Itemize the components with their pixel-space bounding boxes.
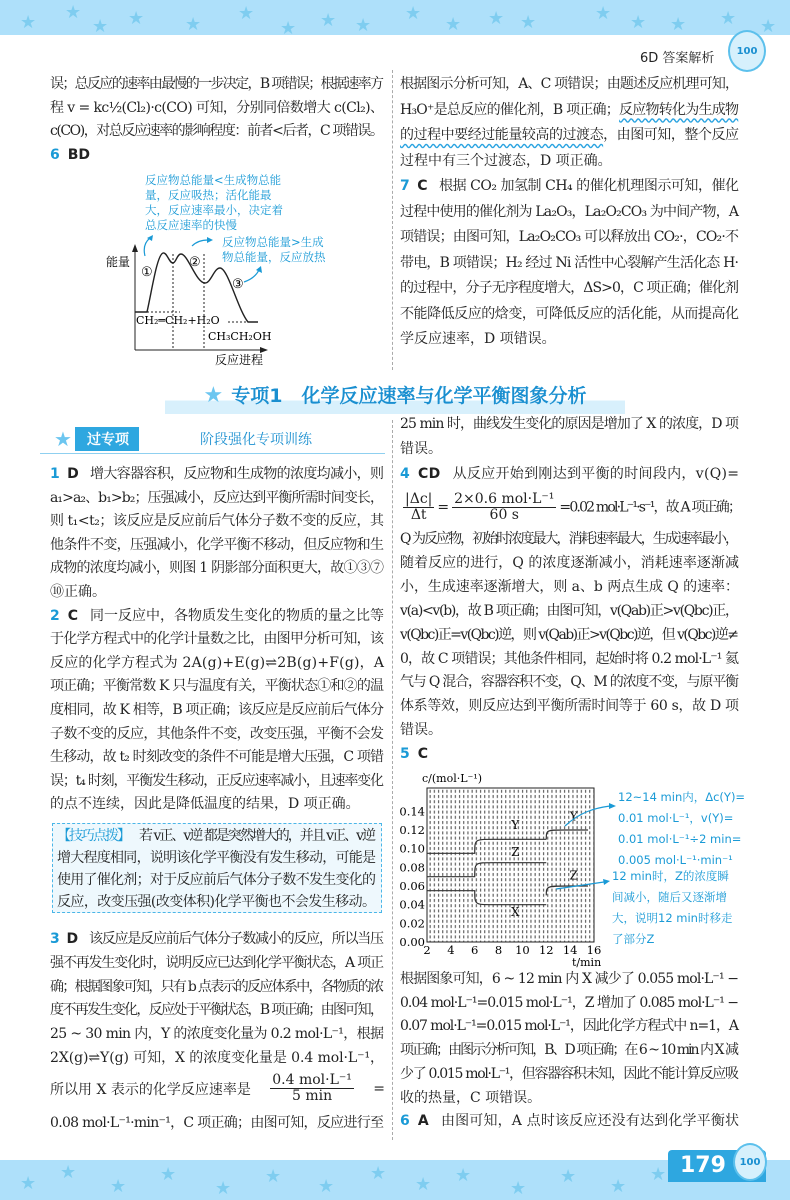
- answer-line: [50, 144, 385, 168]
- y-axis-label: 能量: [106, 255, 131, 269]
- answer-letter: D: [67, 466, 79, 482]
- note2-line: 物总能量，反应放热: [222, 250, 326, 264]
- tip-box: [52, 823, 382, 913]
- arrow-icon: [144, 238, 150, 256]
- answer-letter: CD: [418, 466, 441, 482]
- left-q3: [50, 928, 385, 1071]
- series-label-x: X: [510, 904, 520, 919]
- answer-letter: A: [417, 1113, 429, 1130]
- arrowhead-icon: [609, 803, 616, 809]
- text-line: 确；根据图象可知，只有 b 点表示的反应体系中，各物质的浓: [50, 978, 383, 995]
- text-line: 过程中有三个过渡态，D 项正确。: [400, 152, 612, 169]
- chart-annotation-line: 间减小，随后又逐渐增: [612, 890, 727, 904]
- x-tick-label: 4: [447, 943, 455, 957]
- fraction: $\frac{\text{2×0.6 mol·L⁻¹}}{60 s}$: [454, 491, 555, 523]
- emphasis-underline: 的过程中要经过能量较高的过渡态: [400, 127, 604, 143]
- text-line: 的点不连续，因此是降低温度的结果，D 项正确。: [50, 796, 360, 813]
- text-line: v(Qbc)正=v(Qbc)逆，则 v(Qab)正>v(Qbc)逆，但 v(Qbc)逆≠: [400, 626, 738, 643]
- text-line: 使用了催化剂；对于反应前后气体分子数不发生变化的: [57, 872, 376, 888]
- text-line: 收的热量，C 项错误。: [400, 1089, 542, 1106]
- text-line: ⑩正确。: [50, 583, 106, 600]
- chart-annotation-line: 12~14 min内，Δc(Y)=: [618, 790, 746, 804]
- question-number: 4: [400, 466, 411, 482]
- header-band: ★ ★ ★ ★ ★ ★ ★ ★ ★ ★ ★ ★ ★ ★ ★ ★ ★ ★: [0, 0, 790, 35]
- y-tick-label: 0.12: [399, 823, 425, 837]
- answer-line: 7 C 根据 CO₂ 加氢制 CH₄ 的催化机理图示可知，催化: [400, 178, 739, 194]
- arrow-icon: [192, 240, 208, 246]
- marker-2: ②: [189, 255, 201, 270]
- mascot-logo-icon: 100: [733, 1143, 767, 1181]
- text-line: 学反应速率，D 项错误。: [400, 331, 556, 347]
- text-line: 25 min 时，曲线发生变化的原因是增加了 X 的浓度，D 项: [400, 416, 739, 432]
- series-label-z: Z: [569, 868, 578, 883]
- answer-line: 6 A 由图可知，A 点时该反应还没有达到化学平衡状: [400, 1113, 740, 1130]
- text-line: 他条件不变，压强减小，化学平衡不移动，但反应物和生: [50, 536, 384, 553]
- note1-line: 量，反应吸热；活化能最: [145, 188, 272, 202]
- text-line: 0，故 C 项错误；其他条件相同，起始时将 0.2 mol·L⁻¹ 氦: [400, 650, 739, 667]
- question-number: 3: [50, 931, 59, 947]
- chart-annotation-line: 12 min时，Z的浓度瞬: [612, 869, 729, 883]
- answer-letter: C: [417, 746, 429, 763]
- y-tick-label: 0.04: [399, 897, 425, 912]
- text-line: H₃O⁺是总反应的催化剂，B 项正确；反应物转化为生成物: [400, 101, 739, 118]
- y-tick-label: 0.14: [399, 804, 425, 819]
- note1-line: 大，反应速率最小，决定着: [145, 203, 283, 217]
- x-tick-label: 12: [538, 943, 554, 957]
- text-line: 的过程中，分子无序程度增大，ΔS>0，C 项正确；催化剂: [400, 280, 739, 296]
- series-label-z: Z: [511, 845, 520, 860]
- x-axis-label: t/min: [572, 956, 602, 968]
- text-line: 0.04 mol·L⁻¹=0.015 mol·L⁻¹，Z 增加了 0.085 mol·L⁻¹ −: [400, 994, 738, 1011]
- y-tick-label: 0.08: [399, 860, 425, 875]
- text-line: 成物的浓度均减小，则图 1 阴影部分面积更大，故①③⑦: [50, 560, 384, 577]
- text-line: 带电，B 项错误；H₂ 经过 Ni 活性中心裂解产生活化态 H·: [400, 254, 739, 271]
- question-number: 6: [50, 146, 60, 163]
- q3-fraction-line: 所以用 X 表示的化学反应速率是 $\frac{\text{0.4 mol·L⁻¹}}{5 \min}$ =: [50, 1072, 385, 1104]
- question-number: 6: [400, 1113, 410, 1130]
- footer-band: ★ ★ ★ ★ ★ ★ ★ ★ ★ ★ ★ ★ ★ ★: [0, 1160, 790, 1200]
- section-subtitle: 阶段强化专项训练: [200, 432, 312, 448]
- header-title: 6D 答案解析: [640, 51, 715, 66]
- section-tag: 过专项: [75, 427, 139, 451]
- concentration-chart: [395, 768, 785, 968]
- text-line: 于化学方程式中的化学计量数之比，由图甲分析可知，该: [50, 631, 384, 648]
- note1-line: 反应物总能量<生成物总能: [145, 173, 282, 187]
- text-line: 过程中使用的催化剂为 La₂O₃，La₂O₂CO₃ 为中间产物，A: [400, 203, 739, 220]
- marker-1: ①: [141, 265, 153, 280]
- text-line: 【技巧点拨】 若 v正、v逆 都是突然增大的，并且 v正、v逆: [57, 828, 374, 844]
- answer-line: 1 D 增大容器容积，反应物和生成物的浓度均减小，则: [50, 466, 384, 482]
- chart-annotation-line: 大，说明12 min时移走: [612, 911, 733, 925]
- text-line: 项正确；平衡常数 K 只与温度有关，平衡状态①和②的温: [50, 678, 384, 695]
- series-label-y: Y: [511, 818, 520, 833]
- text-line: 的过程中要经过能量较高的过渡态，由图可知，整个反应: [400, 127, 739, 143]
- chart-annotation-line: 了部分Z: [612, 932, 655, 946]
- text-line: 小，生成速率逐渐增大，则 a、b 两点生成 Q 的速率：: [400, 578, 739, 595]
- x-tick-label: 16: [586, 943, 602, 957]
- text-line: 误；总反应的速率由最慢的一步决定，B 项错误；根据速率方: [50, 76, 383, 92]
- text-line: 随着反应的进行，Q 的浓度逐渐减小，消耗速率逐渐减: [400, 554, 740, 571]
- left-answers: [50, 463, 385, 817]
- q4-fraction-line: $\frac{|\Delta c|}{\Delta t}$ = $\frac{\text{2×0.6 mol·L⁻¹}}{60 s}$ =0.02 mol·L⁻¹·s⁻¹，故 A 项正确；: [405, 491, 741, 523]
- answer-letter: C: [67, 607, 79, 624]
- page-number: 179: [680, 1153, 726, 1178]
- y-axis-arrow-icon: [132, 244, 138, 252]
- text-line: 则 t₁<t₂；该反应是反应前后气体分子数不变的反应，其: [50, 513, 384, 530]
- answer-letter: D: [66, 931, 77, 947]
- arrowhead-icon: [603, 879, 610, 885]
- column-divider: [392, 420, 393, 1140]
- x-tick-label: 14: [562, 943, 578, 957]
- product-label: CH₃CH₂OH: [208, 330, 272, 343]
- right-answers: [400, 412, 740, 487]
- answer-line: [400, 743, 740, 767]
- text-line: a₁>a₂、b₁>b₂；压强减小，反应达到平衡所需时间变长，: [50, 489, 384, 506]
- mascot-logo-icon: 100: [728, 30, 766, 72]
- y-tick-label: 0.10: [399, 841, 425, 856]
- reactant-label: CH₂═CH₂+H₂O: [136, 314, 220, 327]
- text-line: 根据图象可知，6 ~ 12 min 内 X 减少了 0.055 mol·L⁻¹ −: [400, 971, 739, 987]
- text-line: 少了 0.015 mol·L⁻¹，但容器容积未知，因此不能计算反应吸: [400, 1065, 738, 1082]
- right-answers-2: [400, 528, 740, 767]
- x-tick-label: 6: [471, 943, 479, 957]
- top-right-text: [400, 72, 740, 353]
- answer-letter: BD: [67, 146, 91, 163]
- chart-annotation-line: 0.005 mol·L⁻¹·min⁻¹: [618, 853, 733, 867]
- text-line: 项正确；由图示分析可知，B、D 项正确；在 6 ~ 10 min 内 X 减: [400, 1042, 738, 1059]
- answer-line: 3 D 该反应是反应前后气体分子数减小的反应，所以当压: [50, 931, 383, 947]
- text-line: 项错误；由图可知，La₂O₂CO₃ 可以释放出 CO₂·，CO₂·不: [400, 229, 739, 245]
- sub-header: [40, 427, 385, 454]
- emphasis-underline: 反应物转化为生成物: [619, 101, 739, 118]
- text-line: 度不再发生变化，反应处于平衡状态，B 项正确；由图可知，: [50, 1002, 383, 1019]
- mascot-icon: ★: [54, 427, 72, 451]
- section-star-icon: ★: [203, 383, 224, 408]
- text-line: 0.07 mol·L⁻¹=0.015 mol·L⁻¹，因此化学方程式中 n=1，A: [400, 1018, 738, 1035]
- marker-3: ③: [232, 277, 244, 292]
- chart-annotation-line: 0.01 mol·L⁻¹，v(Y)=: [618, 811, 734, 825]
- text-line: 程 v = kc½(Cl₂)·c(CO) 可知，分别同倍数增大 c(Cl₂)、: [50, 99, 384, 116]
- energy-diagram: [95, 168, 345, 370]
- text-line: 反应，改变压强(改变体积)化学平衡也不会发生移动。: [57, 894, 376, 910]
- text-line: 错误。: [400, 722, 442, 739]
- fraction: $\frac{|\Delta c|}{\Delta t}$: [405, 491, 433, 523]
- text-line: 体系等效，则反应达到平衡所需时间等于 60 s，故 D 项: [400, 698, 739, 715]
- note2-line: 反应物总能量>生成: [222, 235, 324, 249]
- tip-label: 【技巧点拨】: [57, 828, 129, 844]
- y-axis-label: c/(mol·L⁻¹): [422, 772, 483, 785]
- fraction: $\frac{\text{0.4 mol·L⁻¹}}{5 \min}$: [272, 1072, 352, 1104]
- top-left-text: [50, 73, 385, 167]
- arrow-icon: [244, 270, 259, 282]
- text-line: 生移动，故 t₂ 时刻改变的条件不可能是增大压强，C 项错: [50, 749, 384, 766]
- answer-letter: C: [417, 178, 428, 194]
- y-tick-label: 0.06: [399, 879, 425, 893]
- text-line: 不能降低反应的焓变，可降低反应的活化能，从而提高化: [400, 305, 739, 322]
- x-tick-label: 10: [515, 943, 530, 957]
- text-line: c(CO)，对总反应速率的影响程度：前者<后者，C 项错误。: [50, 123, 383, 139]
- text-line: 错误。: [400, 441, 442, 457]
- text-line: 度相同，故 K 相等，B 项正确；该反应是反应前后气体分: [50, 701, 384, 718]
- y-tick-label: 0.00: [399, 935, 425, 949]
- question-number: 2: [50, 607, 60, 624]
- text-line: 强不再发生变化时，说明反应已达到化学平衡状态，A 项正: [50, 954, 383, 971]
- x-tick-label: 2: [423, 943, 431, 957]
- text-line: 根据图示分析可知，A、C 项错误；由题述反应机理可知，: [400, 76, 739, 92]
- text-line: 误；t₄ 时刻，平衡发生移动，正反应速率减小，且速率变化: [50, 772, 383, 789]
- text-line: 2X(g)⇌Y(g) 可知，X 的浓度变化量是 0.4 mol·L⁻¹，: [50, 1049, 384, 1066]
- question-number: 5: [400, 746, 410, 763]
- text-line: 25 ~ 30 min 内，Y 的浓度变化量为 0.2 mol·L⁻¹，根据: [50, 1026, 384, 1043]
- x-axis-label: 反应进程: [215, 353, 264, 367]
- q3-last-line: 0.08 mol·L⁻¹·min⁻¹，C 项正确；由图可知，反应进行至: [50, 1115, 384, 1131]
- text-line: Q 为反应物，初始时浓度最大，消耗速率最大，生成速率最小，: [400, 531, 738, 547]
- question-number: 1: [50, 466, 60, 482]
- question-number: 7: [400, 178, 410, 194]
- series-label-y: Y: [569, 809, 578, 824]
- section-title: ★ 专项1 化学反应速率与化学平衡图象分析: [165, 380, 625, 414]
- note1-line: 总反应速率的快慢: [145, 218, 237, 232]
- y-tick-label: 0.02: [399, 916, 425, 931]
- answer-line: 4 CD 从反应开始到刚达到平衡的时间段内，v(Q)=: [400, 466, 740, 482]
- text-line: 反应的化学方程式为 2A(g)+E(g)⇌2B(g)+F(g)，A: [50, 654, 385, 671]
- text-line: 气与 Q 混合，容器容积不变，Q、M 的浓度不变，与原平衡: [400, 674, 738, 691]
- column-divider: [392, 70, 393, 370]
- answer-line: 2 C 同一反应中，各物质发生变化的物质的量之比等: [50, 607, 385, 624]
- text-line: 子数不变的反应，其他条件不变，改变压强，平衡不会发: [50, 725, 384, 742]
- chart-annotation-line: 0.01 mol·L⁻¹÷2 min=: [618, 832, 742, 846]
- x-tick-label: 8: [494, 943, 503, 957]
- text-line: 增大程度相同，说明该化学平衡没有发生移动，可能是: [57, 850, 376, 866]
- right-answers-3: [400, 968, 740, 1134]
- text-line: v(a)<v(b)，故 B 项正确；由图可知，v(Qab)正>v(Qbc)正，: [400, 602, 738, 619]
